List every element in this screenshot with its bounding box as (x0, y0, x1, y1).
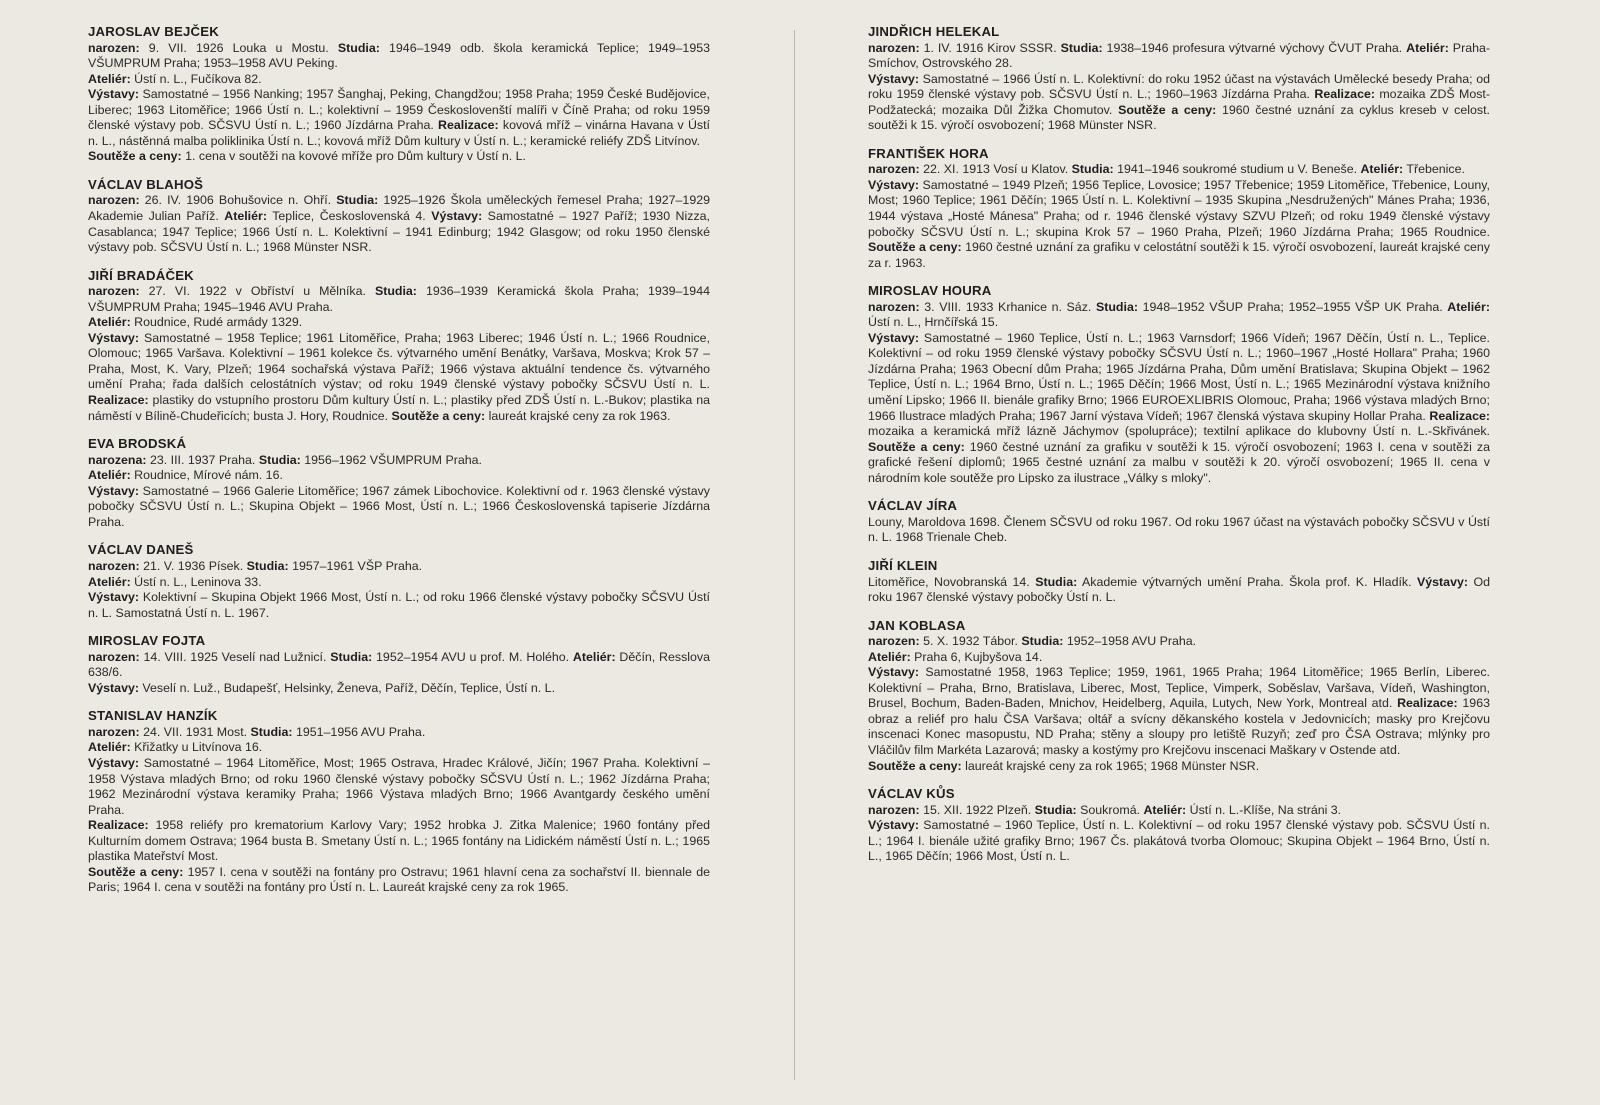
artist-name: JAROSLAV BEJČEK (88, 24, 219, 39)
biography-paragraph: narozen: 9. VII. 1926 Louka u Mostu. Studia: 1946–1949 odb. škola keramická Teplice; 1949–1953 VŠUMPRUM Praha; 1953–1958 AVU Peking. (88, 40, 710, 71)
biography-paragraph: Soutěže a ceny: 1. cena v soutěži na kovové mříže pro Dům kultury v Ústí n. L. (88, 149, 526, 164)
biography-paragraph: Výstavy: Samostatné – 1966 Galerie Litoměřice; 1967 zámek Libochovice. Kolektivní od r. 1963 členské výstavy pobočky SČSVU Ústí n. L.; Skupina Objekt – 1966 Most, Ústí n. L.; 1966 Československá tapiserie Jízdárna Praha. (88, 483, 710, 529)
biography-paragraph: narozen: 15. XII. 1922 Plzeň. Studia: Soukromá. Ateliér: Ústí n. L.-Klíše, Na stráni 3. (868, 802, 1342, 817)
artist-entry-vaclav-kus (868, 786, 1490, 865)
field-label: Ateliér: (88, 468, 131, 483)
field-label: Výstavy: (431, 209, 483, 224)
field-label: Výstavy: (88, 680, 139, 695)
field-label: Realizace: (1314, 87, 1375, 102)
field-label: Výstavy: (88, 330, 139, 345)
artist-entry-miroslav-houra (868, 283, 1490, 486)
biography-paragraph: Soutěže a ceny: 1957 I. cena v soutěži na fontány pro Ostravu; 1961 hlavní cena za sochařství II. biennale de Paris; 1964 I. cena v soutěži na fontány pro Ústí n. L. Laureát krajské ceny za rok 1965. (88, 864, 710, 895)
biography-paragraph: Výstavy: Samostatné – 1960 Teplice, Ústí n. L.; 1963 Varnsdorf; 1966 Vídeň; 1967 Děčín, Ústí n. L., Teplice. Kolektivní – od roku 1959 členské výstavy pobočky SČSVU Ústí n. L.; 1960–1967 „Hosté Hollara" Praha; 1960 Jízdárna Praha; 1963 Obecní dům Praha; 1965 Jízdárna Praha, Dům umění Bratislava; Skupina Objekt – 1962 Teplice, Ústí n. L.; 1964 Brno, Ústí n. L.; 1965 Děčín; 1966 Most, Ústí n. L.; 1965 Mezinárodní výstava knižního umění Lipsko; 1966 II. bienále grafiky Brno; 1966 EUROEXLIBRIS Olomouc, Praha; 1966 výstava mladých Brno; 1966 Ilustrace mladých Praha; 1967 Jarní výstava Vídeň; 1967 členská výstava skupiny Hollar Praha. Realizace: mozaika a keramická mříž lázně Jáchymov (spolupráce); textilní aplikace do klubovny Ústí n. L.-Skřivánek. Soutěže a ceny: 1960 čestné uznání za grafiku v soutěži k 15. výročí osvobození; 1963 I. cena v soutěži za grafické řešení diplomů; 1965 čestné uznání za malbu v soutěži k 20. výročí osvobození; 1965 II. cena v národním kole soutěže pro Lipsko za ilustrace „Války s mloky". (868, 330, 1490, 485)
field-label: Ateliér: (88, 740, 131, 755)
field-label: Studia: (1060, 40, 1103, 55)
field-label: Studia: (330, 649, 373, 664)
field-label: narozen: (88, 649, 140, 664)
field-label: Studia: (250, 724, 293, 739)
biography-paragraph: Realizace: 1958 reliéfy pro krematorium Karlovy Vary; 1952 hrobka J. Zitka Malenice; 1960 fontány před Kulturním domem Ostrava; 1964 busta B. Smetany Ústí n. L.; 1965 fontány na Lidickém náměstí Ústí n. L.; 1965 plastika Mateřství Most. (88, 818, 710, 864)
biography-paragraph: narozen: 1. IV. 1916 Kirov SSSR. Studia: 1938–1946 profesura výtvarné výchovy ČVUT Praha. Ateliér: Praha-Smíchov, Ostrovského 28. (868, 40, 1490, 71)
field-label: Soutěže a ceny: (391, 408, 486, 423)
field-label: Výstavy: (88, 590, 139, 605)
field-label: Výstavy: (88, 483, 139, 498)
field-label: Soutěže a ceny: (1118, 102, 1217, 117)
field-label: narozen: (88, 40, 140, 55)
field-label: Studia: (337, 40, 380, 55)
biography-paragraph: Litoměřice, Novobranská 14. Studia: Akademie výtvarných umění Praha. Škola prof. K. Hladík. Výstavy: Od roku 1967 členské výstavy pobočky Ústí n. L. (868, 574, 1490, 605)
field-label: narozen: (88, 284, 140, 299)
artist-name: JIŘÍ BRADÁČEK (88, 267, 194, 283)
field-label: narozen: (88, 558, 140, 573)
biography-paragraph: narozen: 5. X. 1932 Tábor. Studia: 1952–1958 AVU Praha. (868, 634, 1197, 649)
biography-paragraph: Soutěže a ceny: laureát krajské ceny za rok 1965; 1968 Münster NSR. (868, 758, 1260, 773)
artist-entry-stanislav-hanzik (88, 708, 710, 896)
field-label: Studia: (336, 193, 379, 208)
field-label: Ateliér: (868, 649, 911, 664)
field-label: Studia: (258, 452, 301, 467)
field-label: Studia: (1034, 802, 1077, 817)
biography-paragraph: narozen: 27. VI. 1922 v Obříství u Mělníka. Studia: 1936–1939 Keramická škola Praha; 1939–1944 VŠUMPRUM Praha; 1945–1946 AVU Praha. (88, 284, 710, 314)
field-label: Studia: (1021, 634, 1064, 649)
biography-paragraph: Ateliér: Ústí n. L., Fučíkova 82. (88, 71, 262, 86)
field-label: Výstavy: (868, 330, 919, 345)
artist-entry-eva-brodska (88, 436, 710, 530)
field-label: narozen: (868, 299, 920, 314)
biography-paragraph: Ateliér: Praha 6, Kujbyšova 14. (868, 649, 1043, 664)
field-label: narozen: (88, 724, 140, 739)
field-label: narozen: (868, 40, 920, 55)
field-label: narozen: (868, 802, 920, 817)
artist-name: MIROSLAV FOJTA (88, 633, 206, 649)
field-label: Realizace: (88, 818, 149, 833)
field-label: Realizace: (438, 118, 499, 133)
biography-paragraph: Výstavy: Samostatné 1958, 1963 Teplice; 1959, 1961, 1965 Praha; 1964 Litoměřice; 1965 Berlín, Liberec. Kolektivní – Praha, Brno, Bratislava, Liberec, Most, Teplice, Vimperk, Soběslav, Varšava, Vídeň, Washington, Brusel, Bochum, Baden-Baden, Mnichov, Heidelberg, Aquila, Lutych, New York, Montreal atd. Realizace: 1963 obraz a reliéf pro halu ČSA Varšava; oltář a svícny děkanského kostela v Jedovnicích; masky pro Krejčovu inscenaci Konec masopustu, ND Praha; stěny a sloupy pro letiště Ruzyň; zeď pro ČSA Ostrava; mlýnky pro Vláčilův film Markéta Lazarová; masky a kostýmy pro Krejčovu inscenaci Maškary v Ostende atd. (868, 665, 1490, 757)
field-label: Studia: (374, 284, 417, 299)
field-label: Studia: (246, 558, 289, 573)
field-label: Realizace: (1429, 408, 1490, 423)
biography-paragraph: Výstavy: Samostatné – 1949 Plzeň; 1956 Teplice, Lovosice; 1957 Třebenice; 1959 Litoměřice, Třebenice, Louny, Most; 1960 Teplice; 1961 Děčín; 1965 Ústí n. L. Kolektivní – 1935 Skupina „Nesdružených" Mánes Praha; 1936, 1944 výstava „Hosté Mánesa" Praha; od r. 1946 členské výstavy SZVU Plzeň; od roku 1949 členské výstavy pobočky SČSVU Ústí n. L.; skupina Krok 57 – 1960 Praha, Plzeň; 1960 Jízdárna Praha; 1965 Roudnice. Soutěže a ceny: 1960 čestné uznání za grafiku v celostátní soutěži k 15. výročí osvobození, laureát krajské ceny za r. 1963. (868, 177, 1490, 270)
biography-paragraph: narozen: 24. VII. 1931 Most. Studia: 1951–1956 AVU Praha. (88, 724, 426, 739)
artist-entry-frantisek-hora (868, 146, 1490, 271)
field-label: Studia: (1095, 299, 1138, 314)
field-label: Výstavy: (868, 177, 919, 192)
right-page (868, 24, 1490, 877)
field-label: Výstavy: (868, 818, 919, 833)
field-label: Studia: (1071, 162, 1114, 177)
artist-entry-miroslav-fojta (88, 633, 710, 696)
artist-name: EVA BRODSKÁ (88, 436, 187, 452)
biography-paragraph: Výstavy: Samostatné – 1956 Nanking; 1957 Šanghaj, Peking, Changdžou; 1958 Praha; 1959 České Budějovice, Liberec; 1963 Litoměřice; 1966 Ústí n. L.; kolektivní – 1959 Českoslovenští malíři v Číně Praha; od roku 1959 členské výstavy pob. SČSVU Ústí n. L.; 1960 Jízdárna Praha. Realizace: kovová mříž – vinárna Havana v Ústí n. L., nástěnná malba poliklinika Ústí n. L.; kovová mříž Dům kultury v Ústí n. L.; keramické reliéfy ZDŠ Litvínov. (88, 87, 710, 148)
left-page (88, 24, 710, 908)
artist-name: FRANTIŠEK HORA (868, 145, 989, 161)
field-label: Ateliér: (1143, 802, 1187, 817)
artist-name: VÁCLAV KŮS (868, 786, 955, 802)
page-fold-divider (794, 30, 795, 1080)
biography-paragraph: Ateliér: Roudnice, Mírové nám. 16. (88, 468, 283, 483)
field-label: narozen: (868, 634, 920, 649)
field-label: Ateliér: (1447, 299, 1490, 314)
field-label: Soutěže a ceny: (868, 439, 965, 454)
field-label: Soutěže a ceny: (88, 149, 182, 164)
artist-name: VÁCLAV DANEŠ (88, 542, 194, 558)
biography-paragraph: narozen: 21. V. 1936 Písek. Studia: 1957–1961 VŠP Praha. (88, 558, 423, 573)
biography-paragraph: narozen: 26. IV. 1906 Bohušovice n. Ohří. Studia: 1925–1926 Škola uměleckých řemesel Praha; 1927–1929 Akademie Julian Paříž. Ateliér: Teplice, Československá 4. Výstavy: Samostatné – 1927 Paříž; 1930 Nizza, Casablanca; 1947 Teplice; 1966 Ústí n. L. Kolektivní – 1941 Edinburg; 1942 Glasgow; od roku 1950 členské výstavy pob. SČSVU Ústí n. L.; 1968 Münster NSR. (88, 193, 710, 255)
biography-paragraph: narozen: 14. VIII. 1925 Veselí nad Lužnicí. Studia: 1952–1954 AVU u prof. M. Holého. Ateliér: Děčín, Resslova 638/6. (88, 649, 711, 680)
artist-entry-jaroslav-bejcek (88, 24, 710, 165)
artist-name: JIŘÍ KLEIN (868, 557, 938, 573)
field-label: Ateliér: (572, 649, 616, 664)
artist-entry-vaclav-danes (88, 542, 710, 621)
field-label: Soutěže a ceny: (868, 240, 962, 255)
artist-entry-jan-koblasa (868, 618, 1490, 774)
biography-paragraph: Ateliér: Roudnice, Rudé armády 1329. (88, 315, 303, 330)
field-label: Soutěže a ceny: (88, 864, 184, 879)
biography-paragraph: Ateliér: Ústí n. L., Leninova 33. (88, 574, 262, 589)
field-label: Ateliér: (1360, 162, 1404, 177)
biography-paragraph: Výstavy: Samostatné – 1964 Litoměřice, Most; 1965 Ostrava, Hradec Králové, Jičín; 1967 Praha. Kolektivní – 1958 Výstava mladých Brno; od roku 1960 členské výstavy pobočky SČSVU Ústí n. L.; 1962 Jízdárna Praha; 1962 Mezinárodní výstava keramiky Praha; 1966 Výstava mladých Brno; 1966 Avantgardy českého umění Praha. (88, 755, 710, 817)
field-label: Realizace: (88, 393, 149, 408)
artist-name: JINDŘICH HELEKAL (868, 24, 1000, 39)
artist-entry-jindrich-helekal (868, 24, 1490, 134)
artist-entry-jiri-bradacek (88, 268, 710, 424)
artist-name: VÁCLAV JÍRA (868, 498, 958, 514)
field-label: Ateliér: (1406, 40, 1449, 55)
biography-paragraph: Výstavy: Veselí n. Luž., Budapešť, Helsinky, Ženeva, Paříž, Děčín, Teplice, Ústí n. L. (88, 680, 556, 695)
field-label: Ateliér: (224, 209, 267, 224)
field-label: Ateliér: (88, 574, 131, 589)
field-label: Realizace: (1397, 696, 1458, 711)
field-label: Studia: (1035, 574, 1078, 589)
field-label: Výstavy: (868, 71, 919, 86)
field-label: Výstavy: (88, 755, 139, 770)
artist-name: MIROSLAV HOURA (868, 283, 992, 299)
biography-paragraph: Výstavy: Samostatné – 1960 Teplice, Ústí n. L. Kolektivní – od roku 1957 členské výstavy pob. SČSVU Ústí n. L.; 1964 I. bienále užité grafiky Brno; 1967 Čs. plakátová tvorba Olomouc; Skupina Objekt – 1964 Brno, Ústí n. L., 1965 Děčín; 1966 Most, Ústí n. L. (868, 818, 1490, 864)
biography-paragraph: narozena: 23. III. 1937 Praha. Studia: 1956–1962 VŠUMPRUM Praha. (88, 452, 482, 467)
field-label: Výstavy: (88, 87, 139, 102)
artist-entry-vaclav-blahos (88, 177, 710, 256)
field-label: narozena: (88, 452, 147, 467)
biography-paragraph: Louny, Maroldova 1698. Členem SČSVU od roku 1967. Od roku 1967 účast na výstavách pobočky SČSVU v Ústí n. L. 1968 Trienale Cheb. (868, 514, 1490, 545)
biography-paragraph: Výstavy: Kolektivní – Skupina Objekt 1966 Most, Ústí n. L.; od roku 1966 členské výstavy pobočky SČSVU Ústí n. L. Samostatná Ústí n. L. 1967. (88, 590, 710, 620)
artist-entry-vaclav-jira (868, 498, 1490, 546)
biography-paragraph: Výstavy: Samostatné – 1966 Ústí n. L. Kolektivní: do roku 1952 účast na výstavách Umělecké besedy Praha; od roku 1959 členské výstavy pob. SČSVU Ústí n. L.; 1960–1963 Jízdárna Praha. Realizace: mozaika ZDŠ Most-Podžatecká; mozaika Důl Žižka Chomutov. Soutěže a ceny: 1960 čestné uznání za cyklus kreseb v celost. soutěži k 15. výročí osvobození; 1968 Münster NSR. (868, 71, 1490, 133)
artist-entry-jiri-klein (868, 558, 1490, 606)
field-label: Výstavy: (868, 665, 919, 680)
field-label: Ateliér: (88, 71, 131, 86)
biography-paragraph: narozen: 22. XI. 1913 Vosí u Klatov. Studia: 1941–1946 soukromé studium u V. Beneše. Ateliér: Třebenice. (868, 162, 1465, 177)
biography-paragraph: Výstavy: Samostatné – 1958 Teplice; 1961 Litoměřice, Praha; 1963 Liberec; 1946 Ústí n. L.; 1966 Roudnice, Olomouc; 1965 Varšava. Kolektivní – 1961 kolekce čs. výtvarného umění Benátky, Varšava, Moskva; Krok 57 – Praha, Most, K. Vary, Plzeň; 1964 sochařská výstava Paříž; 1966 výstava aktuální tendence čs. výtvarného umění Praha; řada dalších celostátních výstav; od roku 1949 členské výstavy pobočky SČSVU Ústí n. L. Realizace: plastiky do vstupního prostoru Dům kultury Ústí n. L.; plastiky před ZDŠ Ústí n. L.-Bukov; plastika na náměstí v Bílině-Chudeřicích; busta J. Hory, Roudnice. Soutěže a ceny: laureát krajské ceny za rok 1963. (88, 330, 710, 423)
field-label: Výstavy: (1417, 574, 1468, 589)
field-label: narozen: (868, 162, 920, 177)
field-label: Soutěže a ceny: (868, 758, 962, 773)
artist-name: STANISLAV HANZÍK (88, 708, 218, 724)
field-label: Ateliér: (88, 315, 131, 330)
biography-paragraph: narozen: 3. VIII. 1933 Krhanice n. Sáz. Studia: 1948–1952 VŠUP Praha; 1952–1955 VŠP UK Praha. Ateliér: Ústí n. L., Hrnčířská 15. (868, 299, 1490, 330)
field-label: narozen: (88, 193, 140, 208)
artist-name: JAN KOBLASA (868, 617, 966, 633)
artist-name: VÁCLAV BLAHOŠ (88, 176, 204, 192)
biography-paragraph: Ateliér: Křižatky u Litvínova 16. (88, 740, 263, 755)
